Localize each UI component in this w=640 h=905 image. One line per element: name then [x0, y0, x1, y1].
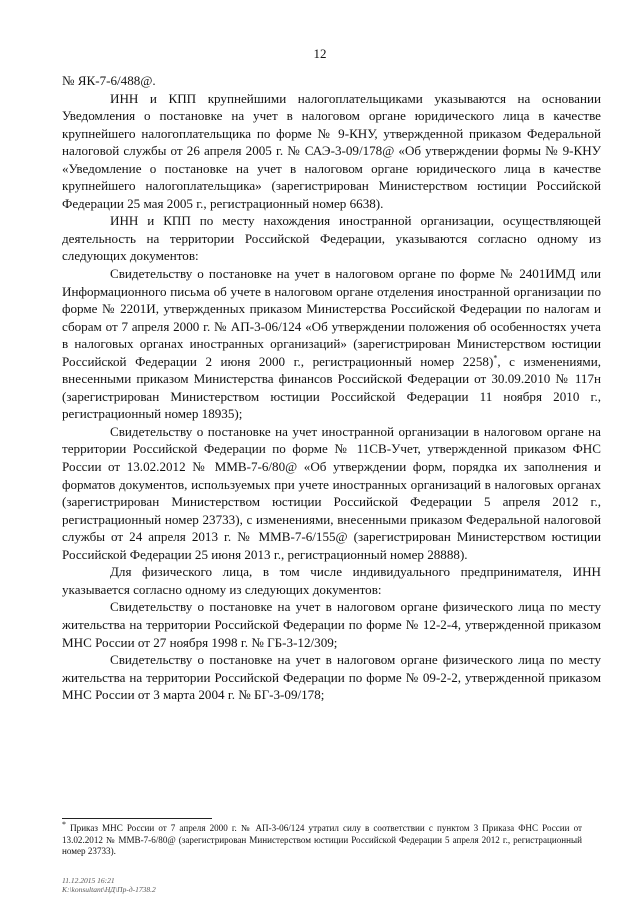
footnote-mark: * — [62, 819, 66, 829]
print-stamp-date: 11.12.2015 16:21 — [62, 876, 115, 885]
paragraph-certificate-09-2-2: Свидетельству о постановке на учет в налоговом органе физического лица по месту жительства на территории Российской Федерации по форме № 09-2-2, утвержденной приказом МНС России от 3 марта 2004 г. № БГ-3-09/178; — [62, 652, 601, 703]
paragraph-largest-taxpayers: ИНН и КПП крупнейшими налогоплательщиками указываются на основании Уведомления о постановке на учет в налоговом органе юридического лица в качестве крупнейшего налогоплательщика по форме № 9-КНУ, утвержденной приказом Федеральной налоговой службы от 26 апреля 2005 г. № САЭ-3-09/178@ «Об утверждении формы № 9-КНУ «Уведомление о постановке на учет в налоговом органе юридического лица в качестве крупнейшего налогоплательщика» (зарегистрирован Министерством юстиции Российской Федерации 25 мая 2005 г., регистрационный номер 6638). — [62, 90, 601, 211]
footnote-text: Приказ МНС России от 7 апреля 2000 г. № АП-3-06/124 утратил силу в соответствии с пунктом 3 Приказа ФНС России от 13.02.2012 № ММВ-7-6/80@ (зарегистрирован Министерством юстиции Российской Федерации 5 апреля 2012 г., регистрационный номер 23733). — [62, 823, 582, 857]
paragraph-certificate-2401imd — [62, 265, 601, 423]
paragraph-text: , с изменениями, внесенными приказом Министерства финансов Российской Федерации от 30.09.2010 № 117н (зарегистрирован Министерством юстиции Российской Федерации 11 ноября 2010 г., регистрационный номер 18935); — [62, 353, 601, 422]
print-stamp-path: К:\konsultant\НД\Пр-д-1738.2 — [62, 885, 156, 894]
paragraph-continuation: № ЯК-7-6/488@. — [62, 73, 156, 88]
paragraph-individual: Для физического лица, в том числе индивидуального предпринимателя, ИНН указывается согласно одному из следующих документов: — [62, 564, 601, 597]
footnote-reference: * — [493, 353, 498, 363]
document-body — [62, 72, 601, 704]
page-number: 12 — [313, 46, 327, 61]
paragraph-text: Свидетельству о постановке на учет в налоговом органе по форме № 2401ИМД или Информационного письма об учете в налоговом органе отделения иностранной организации по форме № 2201И, утвержденных приказом Министерства Российской Федерации по налогам и сборам от 7 апреля 2000 г. № АП-3-06/124 «Об утверждении положения об особенностях учета в налоговых органах иностранных организаций» (зарегистрирован Министерством юстиции Российской Федерации 2 июня 2000 г., регистрационный номер 2258) — [62, 266, 601, 369]
footnote — [62, 819, 582, 858]
paragraph-certificate-12-2-4: Свидетельству о постановке на учет в налоговом органе физического лица по месту жительства на территории Российской Федерации по форме № 12-2-4, утвержденной приказом МНС России от 27 ноября 1998 г. № ГБ-3-12/309; — [62, 599, 601, 650]
footnote-divider — [62, 818, 212, 819]
paragraph-certificate-11sv: Свидетельству о постановке на учет иностранной организации в налоговом органе на территории Российской Федерации по форме № 11СВ-Учет, утвержденной приказом ФНС России от 13.02.2012 № ММВ-7-6/80@ «Об утверждении форм, порядка их заполнения и форматов документов, используемых при учете иностранных организаций в налоговых органах (зарегистрирован Министерством юстиции Российской Федерации 5 апреля 2012 г., регистрационный номер 23733), с изменениями, внесенными приказом Федеральной налоговой службы от 24 апреля 2013 г. № ММВ-7-6/155@ (зарегистрирован Министерством юстиции Российской Федерации 25 июня 2013 г., регистрационный номер 28888). — [62, 423, 601, 562]
paragraph-foreign-organization: ИНН и КПП по месту нахождения иностранной организации, осуществляющей деятельность на территории Российской Федерации, указываются согласно одному из следующих документов: — [62, 213, 601, 264]
